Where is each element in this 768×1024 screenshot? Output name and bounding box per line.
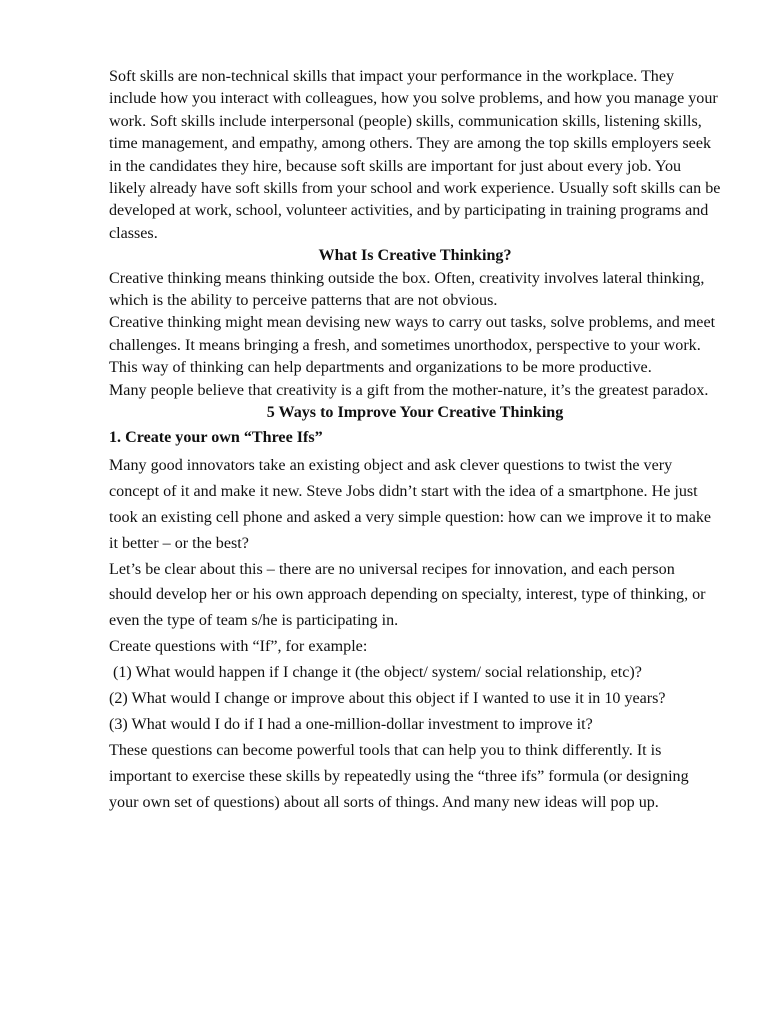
question-1: (1) What would happen if I change it (the object/ system/ social relationship, etc)? [109,664,642,682]
document-page [109,66,721,816]
innovators-paragraph: Many good innovators take an existing object and ask clever questions to twist the very concept of it and make it new. Steve Jobs didn’t start with the idea of a smartphone. He just took an existing cell phone and asked a very simple question: how can we improve it to make it better – or the best? [109,456,712,552]
creative-paragraph-1: Creative thinking means thinking outside the box. Often, creativity involves lateral thinking, which is the ability to perceive patterns that are not obvious. [109,269,705,310]
creative-paragraph-3: Many people believe that creativity is a gift from the mother-nature, it’s the greatest paradox. [109,381,709,399]
creative-thinking-heading: What Is Creative Thinking? [318,247,512,265]
questions-intro: Create questions with “If”, for example: [109,638,368,656]
three-ifs-subheading: 1. Create your own “Three Ifs” [109,428,323,446]
recipes-paragraph: Let’s be clear about this – there are no universal recipes for innovation, and each person should develop her or his own approach depending on specialty, interest, type of thinking, or even the type of team s/he is participating in. [109,560,706,630]
creative-paragraph-2: Creative thinking might mean devising new ways to carry out tasks, solve problems, and meet challenges. It means bringing a fresh, and sometimes unorthodox, perspective to your work. This way of thinking can help departments and organizations to be more productive. [109,314,716,377]
five-ways-heading: 5 Ways to Improve Your Creative Thinking [266,404,564,422]
intro-paragraph: Soft skills are non-technical skills that impact your performance in the workplace. They include how you interact with colleagues, how you solve problems, and how you manage your work. Soft skills include interpersonal (people) skills, communication skills, listening skills, time management, and empathy, among others. They are among the top skills employers seek in the candidates they hire, because soft skills are important for just about every job. You likely already have soft skills from your school and work experience. Usually soft skills can be developed at work, school, volunteer activities, and by participating in training programs and classes. [109,68,721,242]
conclusion-paragraph: These questions can become powerful tools that can help you to think differently. It is important to exercise these skills by repeatedly using the “three ifs” formula (or designing your own set of questions) about all sorts of things. And many new ideas will pop up. [109,741,689,811]
question-2: (2) What would I change or improve about this object if I wanted to use it in 10 years? [109,690,666,708]
question-3: (3) What would I do if I had a one-million-dollar investment to improve it? [109,715,593,733]
